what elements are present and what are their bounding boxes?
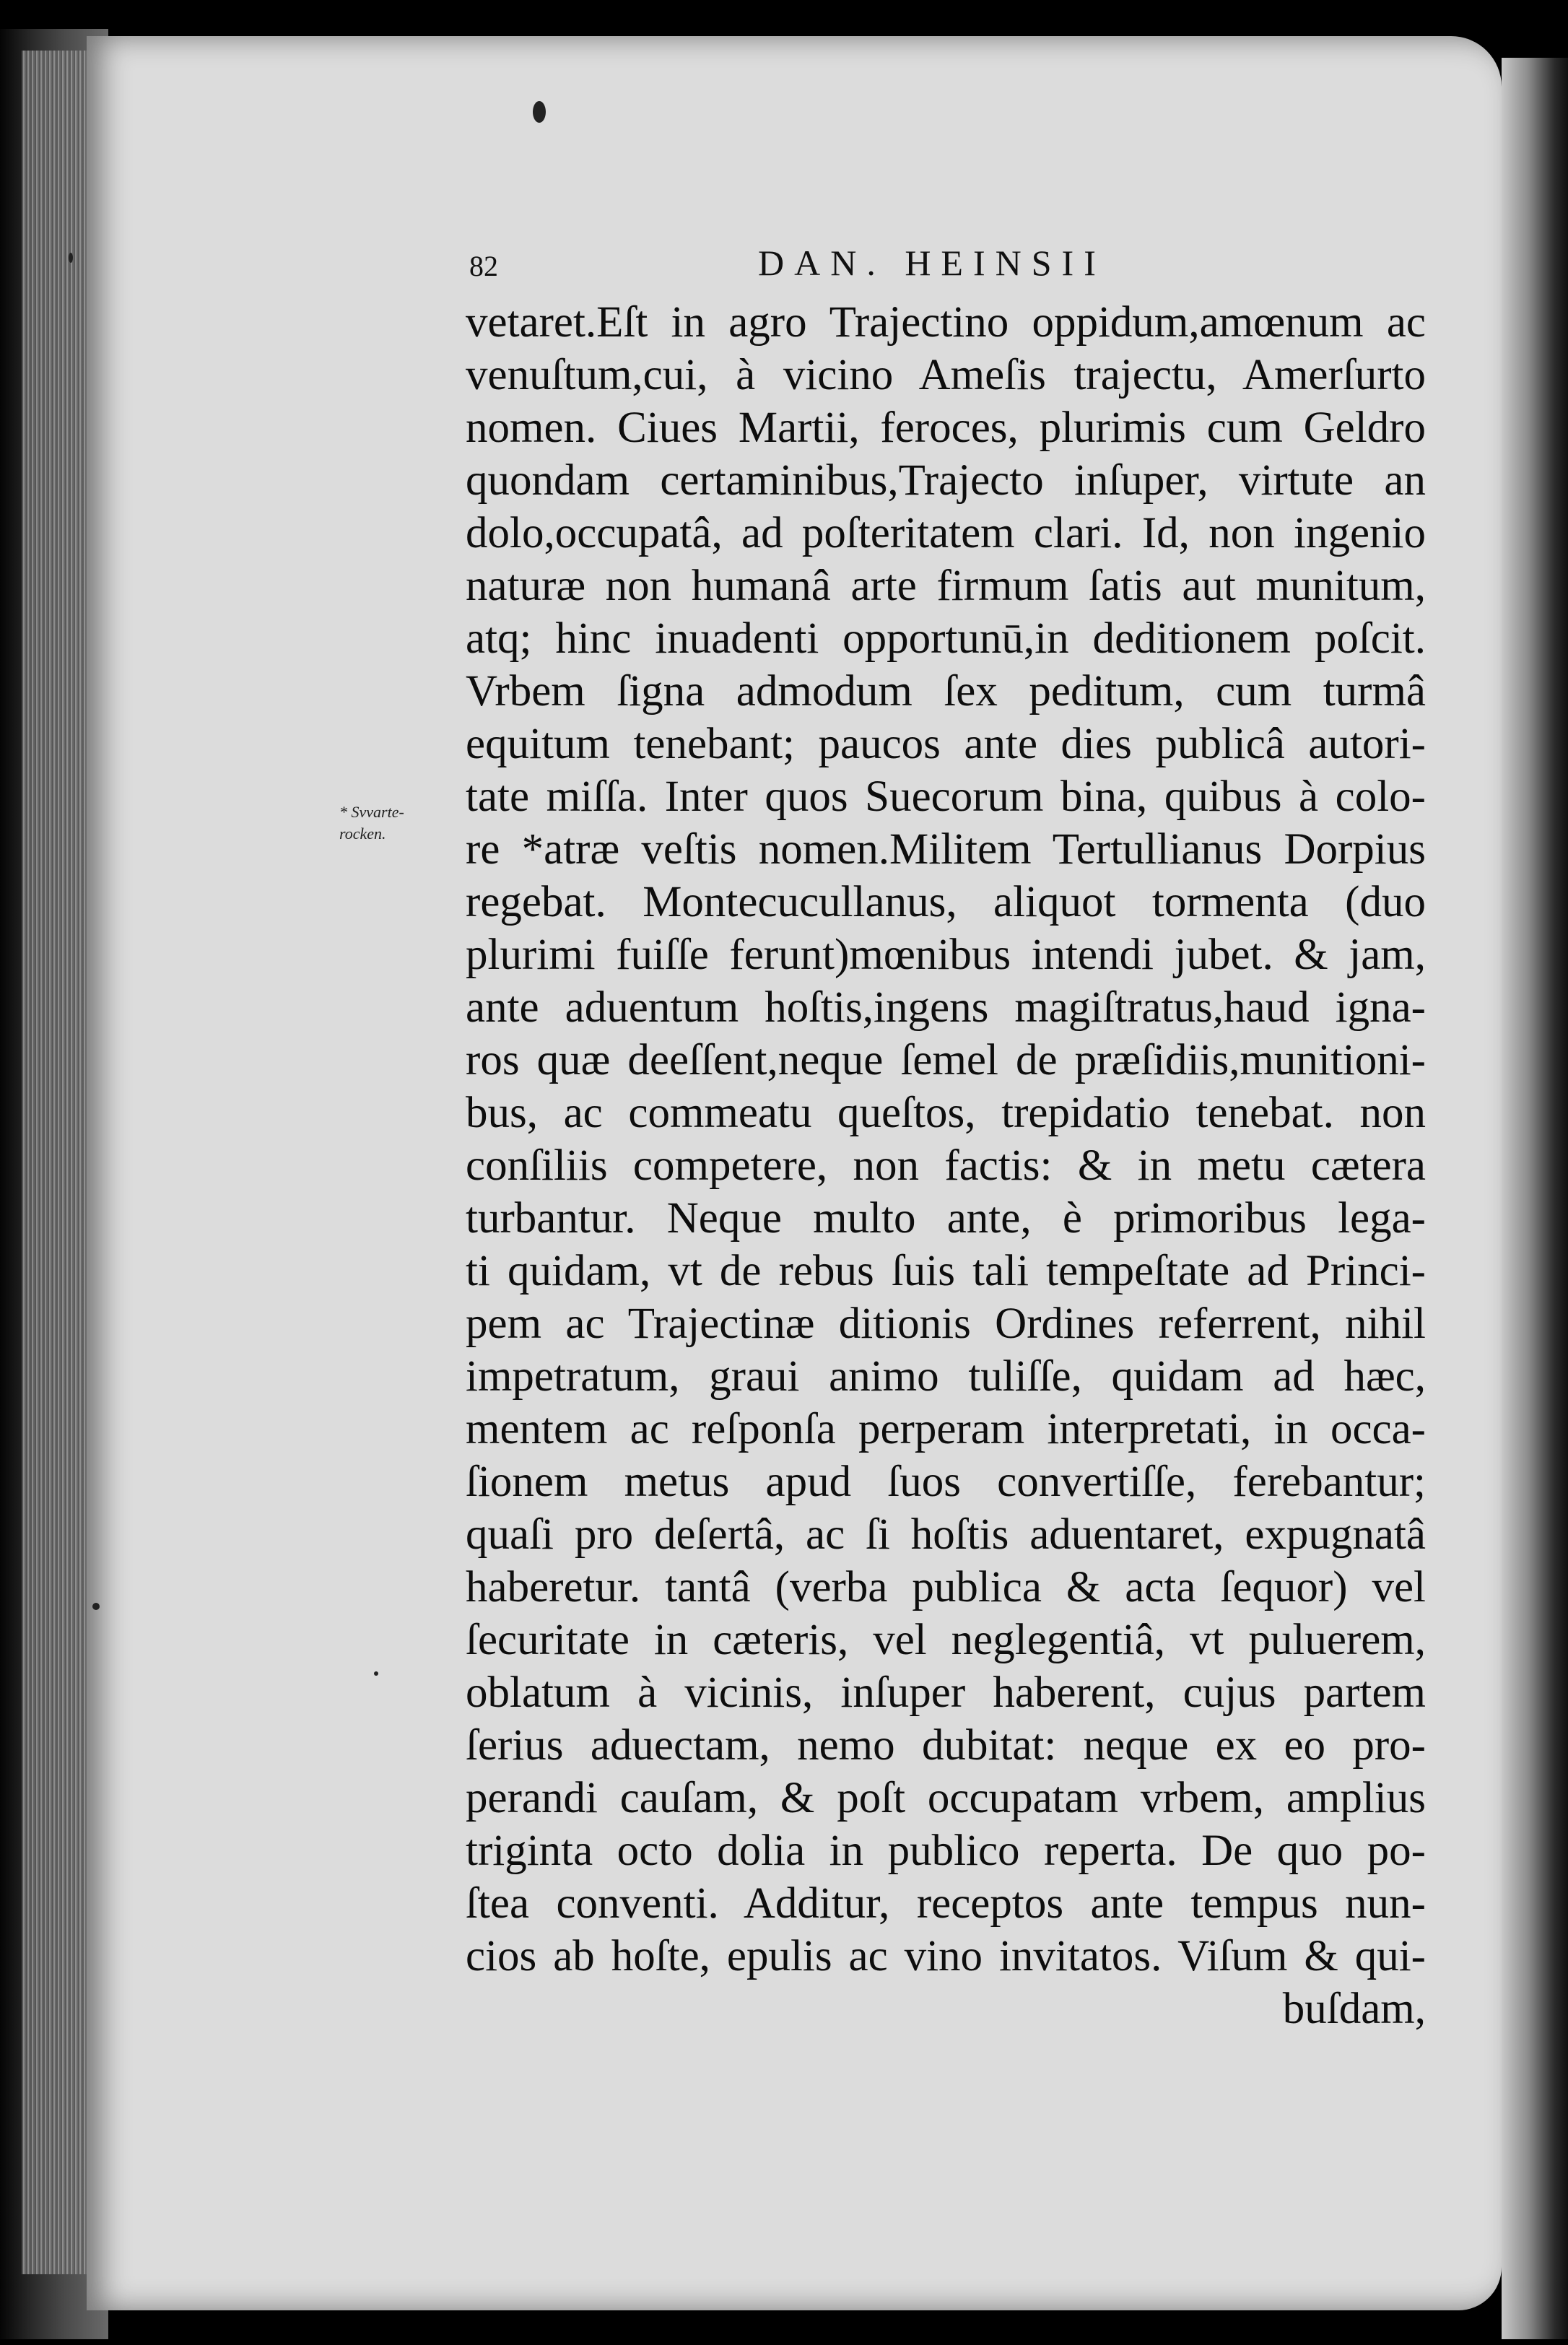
text-line: turbantur. Neque multo ante, è primoribus lega- (466, 1194, 1426, 1243)
text-line: nomen. Ciues Martii, feroces, plurimis cum Geldro (466, 404, 1426, 452)
text-line: quaſi pro deſertâ, ac ſi hoſtis aduentaret, expugnatâ (466, 1510, 1426, 1559)
ink-speck (374, 1671, 378, 1676)
text-line: vetaret.Eſt in agro Trajectino oppidum,amœnum ac (466, 298, 1426, 347)
text-line: ante aduentum hoſtis,ingens magiſtratus,haud igna- (466, 983, 1426, 1032)
text-line: haberetur. tantâ (verba publica & acta ſequor) vel (466, 1563, 1426, 1611)
text-line: ſecuritate in cæteris, vel neglegentiâ, vt puluerem, (466, 1616, 1426, 1664)
text-line: mentem ac reſponſa perperam interpretati, in occa- (466, 1405, 1426, 1453)
text-line: ſionem metus apud ſuos convertiſſe, ferebantur; (466, 1458, 1426, 1506)
text-line: cios ab hoſte, epulis ac vino invitatos. Viſum & qui- (466, 1932, 1426, 1980)
page-header (469, 242, 1444, 285)
text-line: triginta octo dolia in publico reperta. De quo po- (466, 1827, 1426, 1875)
page-edge-right (1502, 58, 1568, 2339)
text-line: impetratum, graui animo tuliſſe, quidam ad hæc, (466, 1352, 1426, 1401)
text-line: venuſtum,cui, à vicino Ameſis trajectu, Amerſurto (466, 351, 1426, 399)
text-line: conſiliis competere, non factis: & in metu cætera (466, 1141, 1426, 1190)
ink-blot (533, 101, 546, 123)
text-line: bus, ac commeatu queſtos, trepidatio tenebat. non (466, 1089, 1426, 1137)
page-number: 82 (469, 250, 498, 282)
text-line: ros quæ deeſſent,neque ſemel de præſidiis,munitioni- (466, 1036, 1426, 1084)
text-line: perandi cauſam, & poſt occupatam vrbem, amplius (466, 1774, 1426, 1822)
catchword: buſdam, (1282, 1985, 1426, 2033)
margin-note-text: * Svvarte- rocken. (339, 803, 404, 843)
text-line: re *atræ veſtis nomen.Militem Tertullianus Dorpius (466, 825, 1426, 874)
text-line: ti quidam, vt de rebus ſuis tali tempeſtate ad Princi- (466, 1247, 1426, 1295)
text-line: naturæ non humanâ arte firmum ſatis aut munitum, (466, 562, 1426, 610)
text-line: ſerius aduectam, nemo dubitat: neque ex eo pro- (466, 1721, 1426, 1770)
body-text (466, 296, 1426, 2035)
text-line: regebat. Montecucullanus, aliquot tormenta (duo (466, 878, 1426, 926)
text-line: oblatum à vicinis, inſuper haberent, cujus partem (466, 1669, 1426, 1717)
margin-note (339, 801, 455, 845)
text-line: atq; hinc inuadenti opportunū,in deditionem poſcit. (466, 614, 1426, 663)
text-line: pem ac Trajectinæ ditionis Ordines referrent, nihil (466, 1300, 1426, 1348)
ink-speck (69, 253, 73, 263)
text-line: tate miſſa. Inter quos Suecorum bina, quibus à colo- (466, 773, 1426, 821)
text-line: plurimi fuiſſe ferunt)mœnibus intendi jubet. & jam, (466, 931, 1426, 979)
text-line: equitum tenebant; paucos ante dies publicâ autori- (466, 720, 1426, 768)
ink-speck (92, 1603, 100, 1610)
text-line: quondam certaminibus,Trajecto inſuper, virtute an (466, 456, 1426, 505)
text-line: ſtea conventi. Additur, receptos ante tempus nun- (466, 1879, 1426, 1928)
text-line: Vrbem ſigna admodum ſex peditum, cum turmâ (466, 667, 1426, 715)
text-line: dolo,occupatâ, ad poſteritatem clari. Id, non ingenio (466, 509, 1426, 557)
running-head: DAN. HEINSII (758, 243, 1106, 283)
